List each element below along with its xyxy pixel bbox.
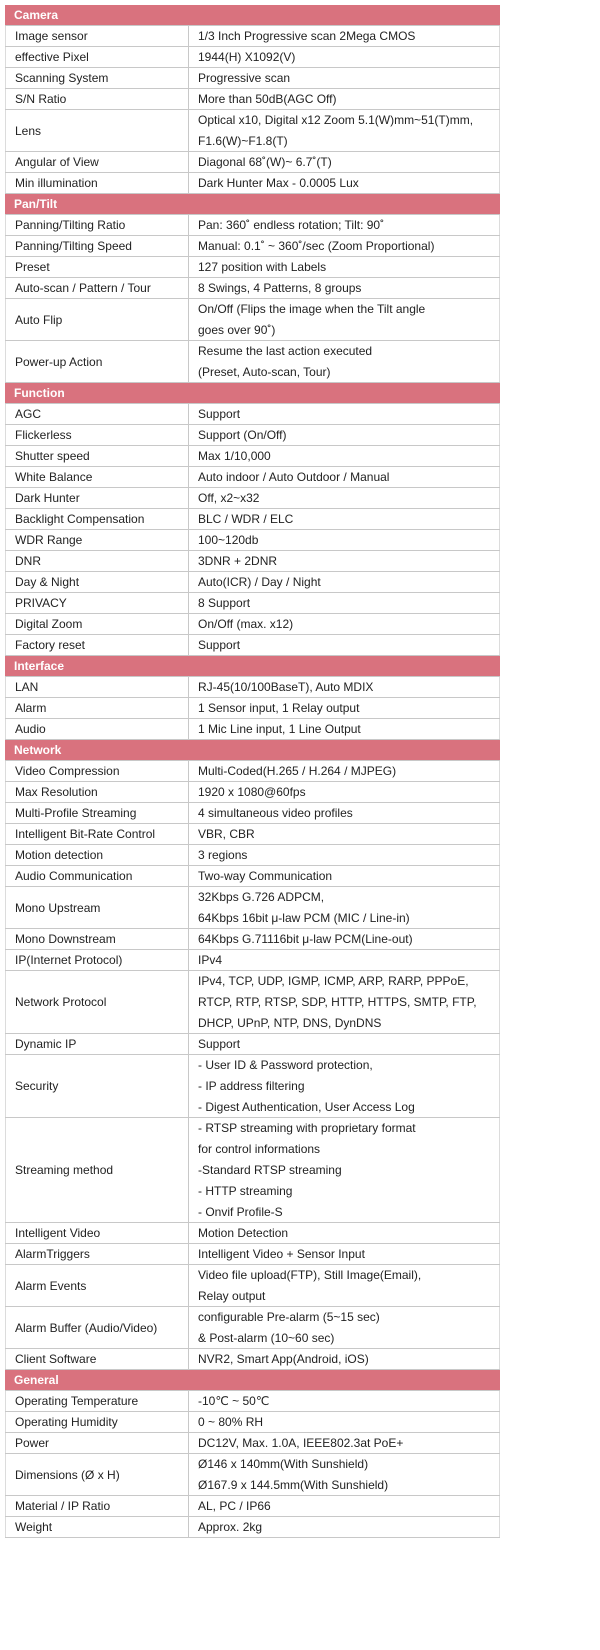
spec-value-line: AL, PC / IP66 xyxy=(198,1498,271,1513)
spec-label: Lens xyxy=(5,110,189,151)
spec-value-line: IPv4 xyxy=(198,952,223,967)
spec-row xyxy=(5,425,500,446)
spec-value xyxy=(189,887,500,928)
spec-value-line: NVR2, Smart App(Android, iOS) xyxy=(198,1351,369,1366)
spec-row xyxy=(5,887,500,929)
spec-value xyxy=(189,1349,500,1369)
spec-row xyxy=(5,68,500,89)
spec-label: Shutter speed xyxy=(5,446,189,466)
spec-value-line: - Digest Authentication, User Access Log xyxy=(198,1099,415,1114)
spec-value-line: 1 Sensor input, 1 Relay output xyxy=(198,700,360,715)
spec-value-line: goes over 90˚) xyxy=(198,322,276,337)
spec-value-line: - Onvif Profile-S xyxy=(198,1204,283,1219)
spec-value xyxy=(189,1391,500,1411)
spec-row xyxy=(5,404,500,425)
spec-value-line: 0 ~ 80% RH xyxy=(198,1414,264,1429)
spec-value xyxy=(189,635,500,655)
spec-row xyxy=(5,761,500,782)
spec-value xyxy=(189,173,500,193)
spec-value-line: Video file upload(FTP), Still Image(Email), xyxy=(198,1267,422,1282)
spec-value-line: 1944(H) X1092(V) xyxy=(198,49,296,64)
spec-label: Alarm xyxy=(5,698,189,718)
spec-value-line: (Preset, Auto-scan, Tour) xyxy=(198,364,331,379)
spec-label: Auto Flip xyxy=(5,299,189,340)
spec-value xyxy=(189,89,500,109)
spec-label: Power-up Action xyxy=(5,341,189,382)
spec-label: Dynamic IP xyxy=(5,1034,189,1054)
spec-value xyxy=(189,299,500,340)
spec-value xyxy=(189,1265,500,1306)
spec-row xyxy=(5,257,500,278)
spec-value-line: Approx. 2kg xyxy=(198,1519,263,1534)
spec-value-line: Resume the last action executed xyxy=(198,343,373,358)
spec-value xyxy=(189,572,500,592)
spec-label: Intelligent Video xyxy=(5,1223,189,1243)
spec-value xyxy=(189,1034,500,1054)
spec-row xyxy=(5,824,500,845)
spec-value-line: Motion Detection xyxy=(198,1225,289,1240)
spec-row xyxy=(5,1391,500,1412)
spec-label: PRIVACY xyxy=(5,593,189,613)
spec-row xyxy=(5,1496,500,1517)
spec-label: Digital Zoom xyxy=(5,614,189,634)
spec-label: Backlight Compensation xyxy=(5,509,189,529)
spec-row xyxy=(5,26,500,47)
spec-value-line: 127 position with Labels xyxy=(198,259,327,274)
spec-row xyxy=(5,1244,500,1265)
spec-label: Multi-Profile Streaming xyxy=(5,803,189,823)
spec-value xyxy=(189,1412,500,1432)
spec-value-line: 1 Mic Line input, 1 Line Output xyxy=(198,721,361,736)
spec-label: Mono Downstream xyxy=(5,929,189,949)
spec-value-line: 64Kbps 16bit μ-law PCM (MIC / Line-in) xyxy=(198,910,410,925)
spec-label: LAN xyxy=(5,677,189,697)
spec-value-line: Manual: 0.1˚ ~ 360˚/sec (Zoom Proportional) xyxy=(198,238,435,253)
spec-value xyxy=(189,614,500,634)
spec-row xyxy=(5,635,500,656)
spec-value-line: & Post-alarm (10~60 sec) xyxy=(198,1330,335,1345)
spec-value xyxy=(189,845,500,865)
spec-value-line: 8 Swings, 4 Patterns, 8 groups xyxy=(198,280,362,295)
section-header-general: General xyxy=(5,1370,500,1391)
spec-value-line: - RTSP streaming with proprietary format xyxy=(198,1120,416,1135)
spec-label: IP(Internet Protocol) xyxy=(5,950,189,970)
spec-value xyxy=(189,1496,500,1516)
spec-value-line: -Standard RTSP streaming xyxy=(198,1162,342,1177)
spec-row xyxy=(5,677,500,698)
spec-label: Streaming method xyxy=(5,1118,189,1222)
spec-row xyxy=(5,488,500,509)
spec-row xyxy=(5,467,500,488)
spec-label: Operating Temperature xyxy=(5,1391,189,1411)
spec-value-line: Max 1/10,000 xyxy=(198,448,271,463)
spec-row xyxy=(5,971,500,1034)
spec-label: effective Pixel xyxy=(5,47,189,67)
section-header-pan-tilt: Pan/Tilt xyxy=(5,194,500,215)
spec-value-line: DC12V, Max. 1.0A, IEEE802.3at PoE+ xyxy=(198,1435,404,1450)
spec-value-line: Pan: 360˚ endless rotation; Tilt: 90˚ xyxy=(198,217,385,232)
spec-value-line: On/Off (max. x12) xyxy=(198,616,294,631)
spec-value-line: 3DNR + 2DNR xyxy=(198,553,278,568)
spec-value-line: Support xyxy=(198,637,241,652)
spec-value xyxy=(189,257,500,277)
spec-label: White Balance xyxy=(5,467,189,487)
spec-label: Video Compression xyxy=(5,761,189,781)
spec-label: Max Resolution xyxy=(5,782,189,802)
spec-value xyxy=(189,698,500,718)
spec-value-line: Off, x2~x32 xyxy=(198,490,260,505)
spec-value-line: RTCP, RTP, RTSP, SDP, HTTP, HTTPS, SMTP, FTP, xyxy=(198,994,477,1009)
spec-label: Alarm Events xyxy=(5,1265,189,1306)
spec-value xyxy=(189,530,500,550)
spec-value-line: configurable Pre-alarm (5~15 sec) xyxy=(198,1309,380,1324)
spec-value-line: 32Kbps G.726 ADPCM, xyxy=(198,889,325,904)
section-header-function: Function xyxy=(5,383,500,404)
spec-value-line: Ø146 x 140mm(With Sunshield) xyxy=(198,1456,369,1471)
spec-row xyxy=(5,1265,500,1307)
spec-label: AlarmTriggers xyxy=(5,1244,189,1264)
spec-value xyxy=(189,47,500,67)
spec-row xyxy=(5,530,500,551)
spec-value xyxy=(189,1454,500,1495)
spec-value xyxy=(189,236,500,256)
spec-value xyxy=(189,1118,500,1222)
spec-label: Panning/Tilting Ratio xyxy=(5,215,189,235)
spec-value-line: RJ-45(10/100BaseT), Auto MDIX xyxy=(198,679,374,694)
spec-value-line: Relay output xyxy=(198,1288,266,1303)
spec-value-line: - User ID & Password protection, xyxy=(198,1057,373,1072)
spec-value-line: Dark Hunter Max - 0.0005 Lux xyxy=(198,175,359,190)
spec-row xyxy=(5,173,500,194)
spec-row xyxy=(5,719,500,740)
spec-value xyxy=(189,782,500,802)
spec-label: DNR xyxy=(5,551,189,571)
spec-value-line: Progressive scan xyxy=(198,70,291,85)
spec-row xyxy=(5,1055,500,1118)
spec-value xyxy=(189,950,500,970)
spec-value-line: Support xyxy=(198,406,241,421)
spec-label: Material / IP Ratio xyxy=(5,1496,189,1516)
spec-value-line: On/Off (Flips the image when the Tilt angle xyxy=(198,301,426,316)
spec-value xyxy=(189,1055,500,1117)
spec-value-line: 8 Support xyxy=(198,595,251,610)
spec-row xyxy=(5,1454,500,1496)
spec-value-line: -10℃ ~ 50℃ xyxy=(198,1393,270,1408)
spec-value-line: Support (On/Off) xyxy=(198,427,287,442)
spec-label: Image sensor xyxy=(5,26,189,46)
spec-label: Network Protocol xyxy=(5,971,189,1033)
spec-label: Preset xyxy=(5,257,189,277)
spec-value xyxy=(189,929,500,949)
spec-row xyxy=(5,1307,500,1349)
spec-label: Dimensions (Ø x H) xyxy=(5,1454,189,1495)
spec-value xyxy=(189,719,500,739)
spec-value xyxy=(189,26,500,46)
spec-value-line: Optical x10, Digital x12 Zoom 5.1(W)mm~51(T)mm, xyxy=(198,112,474,127)
spec-row xyxy=(5,89,500,110)
spec-label: Audio Communication xyxy=(5,866,189,886)
spec-value xyxy=(189,509,500,529)
spec-value xyxy=(189,152,500,172)
spec-value-line: Two-way Communication xyxy=(198,868,333,883)
spec-value-line: - IP address filtering xyxy=(198,1078,305,1093)
spec-label: Security xyxy=(5,1055,189,1117)
spec-value xyxy=(189,488,500,508)
spec-label: Weight xyxy=(5,1517,189,1537)
spec-label: Panning/Tilting Speed xyxy=(5,236,189,256)
spec-label: Auto-scan / Pattern / Tour xyxy=(5,278,189,298)
spec-label: Dark Hunter xyxy=(5,488,189,508)
section-header-camera: Camera xyxy=(5,5,500,26)
spec-row xyxy=(5,299,500,341)
spec-row xyxy=(5,110,500,152)
spec-value xyxy=(189,1307,500,1348)
spec-label: Flickerless xyxy=(5,425,189,445)
spec-value xyxy=(189,1433,500,1453)
spec-label: Client Software xyxy=(5,1349,189,1369)
spec-value xyxy=(189,1244,500,1264)
spec-label: Angular of View xyxy=(5,152,189,172)
spec-label: Factory reset xyxy=(5,635,189,655)
spec-value-line: Auto indoor / Auto Outdoor / Manual xyxy=(198,469,390,484)
spec-value xyxy=(189,425,500,445)
spec-value-line: 1/3 Inch Progressive scan 2Mega CMOS xyxy=(198,28,416,43)
spec-value xyxy=(189,824,500,844)
spec-value-line: 4 simultaneous video profiles xyxy=(198,805,353,820)
spec-value-line: 100~120db xyxy=(198,532,259,547)
spec-value xyxy=(189,404,500,424)
spec-label: Intelligent Bit-Rate Control xyxy=(5,824,189,844)
spec-value xyxy=(189,1517,500,1537)
spec-value xyxy=(189,803,500,823)
spec-label: WDR Range xyxy=(5,530,189,550)
spec-row xyxy=(5,698,500,719)
spec-value xyxy=(189,467,500,487)
spec-row xyxy=(5,509,500,530)
spec-row xyxy=(5,866,500,887)
spec-label: Min illumination xyxy=(5,173,189,193)
spec-value-line: Multi-Coded(H.265 / H.264 / MJPEG) xyxy=(198,763,397,778)
spec-label: Audio xyxy=(5,719,189,739)
spec-value-line: Intelligent Video + Sensor Input xyxy=(198,1246,365,1261)
spec-value-line: - HTTP streaming xyxy=(198,1183,293,1198)
spec-value xyxy=(189,551,500,571)
spec-row xyxy=(5,950,500,971)
spec-table xyxy=(5,5,500,1538)
section-header-network: Network xyxy=(5,740,500,761)
spec-value-line: F1.6(W)~F1.8(T) xyxy=(198,133,288,148)
spec-value xyxy=(189,446,500,466)
spec-value-line: Ø167.9 x 144.5mm(With Sunshield) xyxy=(198,1477,389,1492)
spec-value-line: BLC / WDR / ELC xyxy=(198,511,294,526)
spec-value xyxy=(189,110,500,151)
spec-value xyxy=(189,866,500,886)
spec-row xyxy=(5,236,500,257)
spec-value xyxy=(189,278,500,298)
spec-row xyxy=(5,551,500,572)
spec-row xyxy=(5,152,500,173)
spec-row xyxy=(5,1433,500,1454)
spec-value xyxy=(189,761,500,781)
spec-value-line: for control informations xyxy=(198,1141,321,1156)
spec-row xyxy=(5,1223,500,1244)
spec-value xyxy=(189,971,500,1033)
spec-value-line: Diagonal 68˚(W)~ 6.7˚(T) xyxy=(198,154,332,169)
spec-value-line: 1920 x 1080@60fps xyxy=(198,784,306,799)
spec-row xyxy=(5,1034,500,1055)
spec-row xyxy=(5,1118,500,1223)
spec-row xyxy=(5,614,500,635)
spec-value-line: IPv4, TCP, UDP, IGMP, ICMP, ARP, RARP, PPPoE, xyxy=(198,973,469,988)
spec-row xyxy=(5,1517,500,1538)
spec-row xyxy=(5,1349,500,1370)
spec-label: Power xyxy=(5,1433,189,1453)
spec-label: Operating Humidity xyxy=(5,1412,189,1432)
spec-row xyxy=(5,782,500,803)
spec-value-line: More than 50dB(AGC Off) xyxy=(198,91,337,106)
spec-value xyxy=(189,677,500,697)
spec-value xyxy=(189,341,500,382)
spec-value-line: VBR, CBR xyxy=(198,826,255,841)
spec-row xyxy=(5,929,500,950)
spec-value-line: 3 regions xyxy=(198,847,248,862)
spec-value-line: 64Kbps G.71116bit μ-law PCM(Line-out) xyxy=(198,931,413,946)
spec-value-line: Auto(ICR) / Day / Night xyxy=(198,574,321,589)
spec-row xyxy=(5,845,500,866)
spec-label: Mono Upstream xyxy=(5,887,189,928)
spec-row xyxy=(5,47,500,68)
spec-value xyxy=(189,593,500,613)
spec-label: Alarm Buffer (Audio/Video) xyxy=(5,1307,189,1348)
spec-value-line: DHCP, UPnP, NTP, DNS, DynDNS xyxy=(198,1015,382,1030)
spec-value xyxy=(189,68,500,88)
spec-label: Motion detection xyxy=(5,845,189,865)
spec-value xyxy=(189,215,500,235)
section-header-interface: Interface xyxy=(5,656,500,677)
spec-row xyxy=(5,1412,500,1433)
spec-row xyxy=(5,446,500,467)
spec-row xyxy=(5,803,500,824)
spec-row xyxy=(5,593,500,614)
spec-row xyxy=(5,341,500,383)
spec-label: Day & Night xyxy=(5,572,189,592)
spec-row xyxy=(5,572,500,593)
spec-value xyxy=(189,1223,500,1243)
spec-label: AGC xyxy=(5,404,189,424)
spec-row xyxy=(5,215,500,236)
spec-row xyxy=(5,278,500,299)
spec-label: S/N Ratio xyxy=(5,89,189,109)
spec-value-line: Support xyxy=(198,1036,241,1051)
spec-label: Scanning System xyxy=(5,68,189,88)
